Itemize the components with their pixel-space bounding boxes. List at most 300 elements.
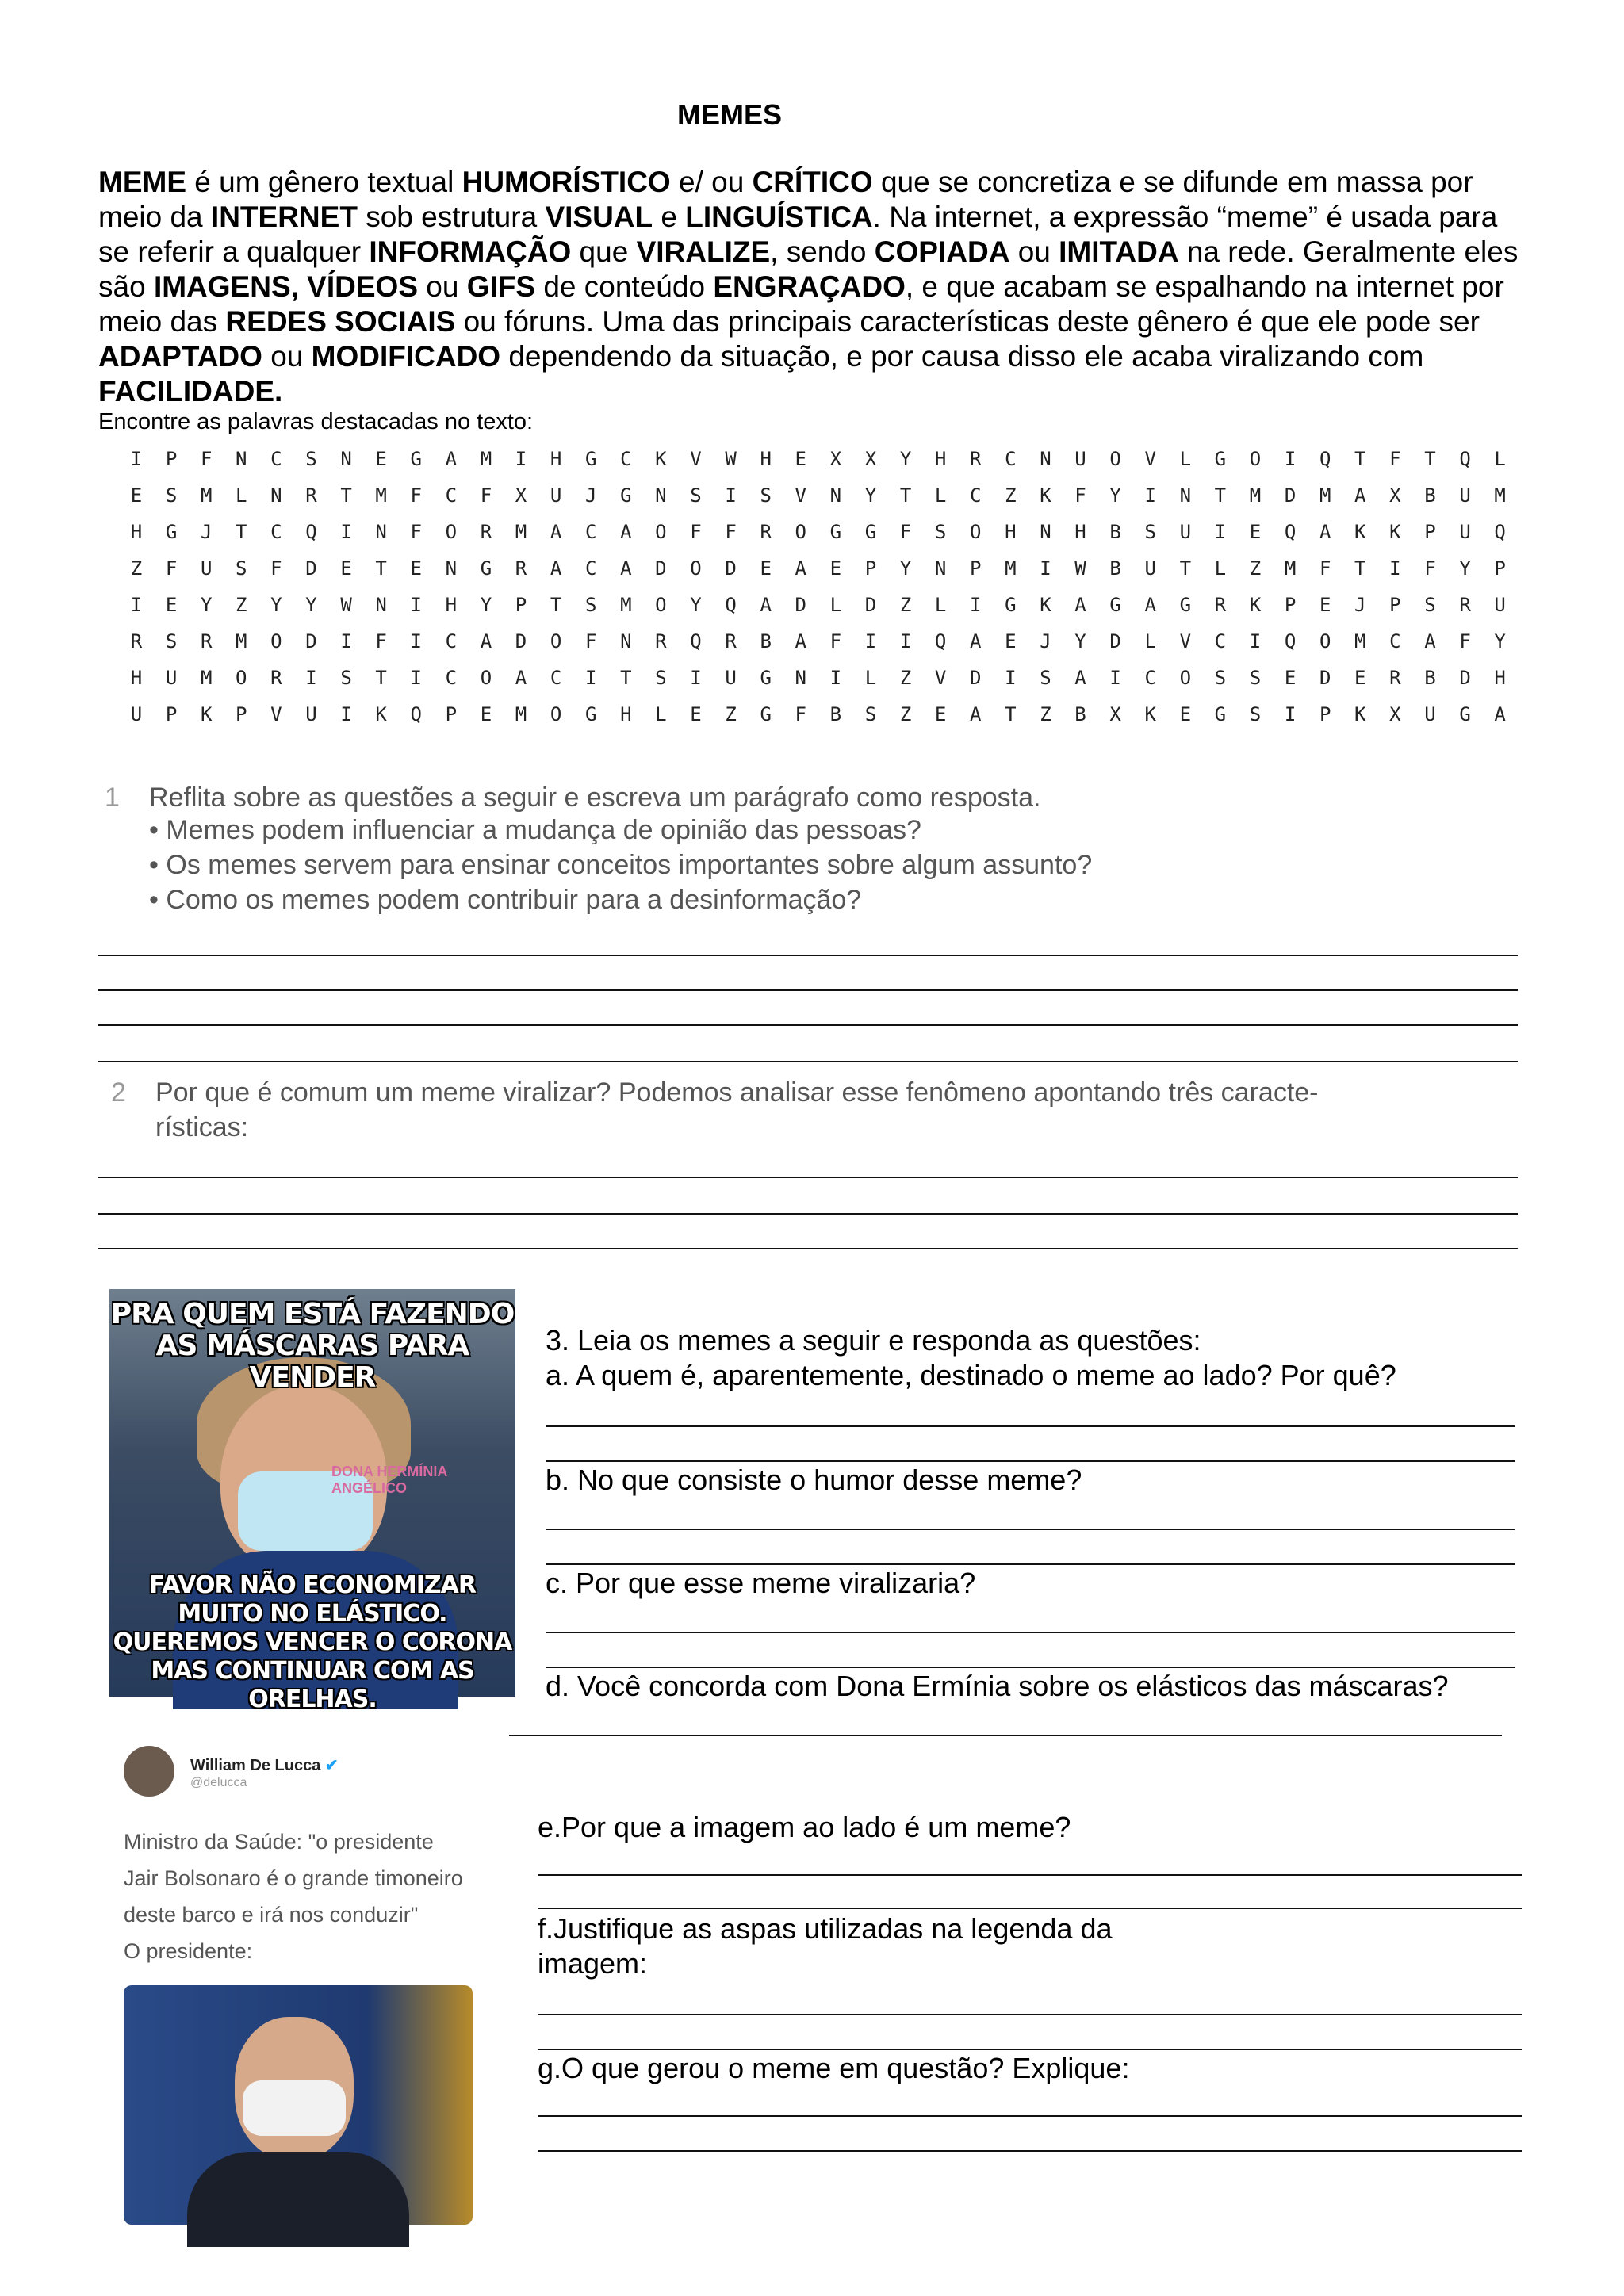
wordsearch-letter[interactable]: D [655,557,667,580]
wordsearch-letter[interactable]: I [1214,521,1227,543]
wordsearch-letter[interactable]: O [445,521,458,543]
wordsearch-letter[interactable]: U [1459,521,1471,543]
wordsearch-letter[interactable]: T [375,557,387,580]
answer-line[interactable] [546,1460,1515,1462]
wordsearch-letter[interactable]: L [1144,630,1156,652]
wordsearch-letter[interactable]: X [829,448,842,470]
wordsearch-letter[interactable]: I [725,484,737,507]
wordsearch-letter[interactable]: B [1424,667,1436,689]
wordsearch-letter[interactable]: U [1424,703,1436,725]
wordsearch-letter[interactable]: S [340,667,352,689]
wordsearch-letter[interactable]: G [584,448,597,470]
wordsearch-letter[interactable]: G [829,521,842,543]
wordsearch-letter[interactable]: S [1214,667,1227,689]
wordsearch-letter[interactable]: G [584,703,597,725]
wordsearch-letter[interactable]: O [550,703,562,725]
wordsearch-letter[interactable]: R [200,630,213,652]
wordsearch-letter[interactable]: I [829,667,842,689]
wordsearch-letter[interactable]: F [1074,484,1086,507]
wordsearch-letter[interactable]: J [1354,594,1366,616]
wordsearch-letter[interactable]: L [1179,448,1192,470]
wordsearch-letter[interactable]: C [1144,667,1156,689]
wordsearch-letter[interactable]: H [130,667,143,689]
wordsearch-letter[interactable]: I [340,630,352,652]
wordsearch-letter[interactable]: M [1494,484,1506,507]
wordsearch-letter[interactable]: A [1319,521,1331,543]
wordsearch-letter[interactable]: F [410,521,422,543]
wordsearch-letter[interactable]: I [410,594,422,616]
wordsearch-letter[interactable]: S [1249,667,1262,689]
wordsearch-letter[interactable]: G [410,448,422,470]
wordsearch-letter[interactable]: Q [934,630,947,652]
answer-line[interactable] [98,1213,1518,1215]
wordsearch-letter[interactable]: A [445,448,458,470]
wordsearch-letter[interactable]: A [795,630,806,652]
wordsearch-letter[interactable]: K [1040,594,1051,616]
wordsearch-letter[interactable]: T [1005,703,1017,725]
wordsearch-letter[interactable]: C [550,667,562,689]
wordsearch-letter[interactable]: P [165,703,178,725]
wordsearch-letter[interactable]: U [165,667,178,689]
wordsearch-letter[interactable]: D [1319,667,1331,689]
wordsearch-letter[interactable]: D [1109,630,1121,652]
wordsearch-letter[interactable]: F [1459,630,1471,652]
answer-line[interactable] [538,2049,1522,2050]
wordsearch-letter[interactable]: Z [1249,557,1262,580]
wordsearch-letter[interactable]: I [970,594,982,616]
answer-line[interactable] [546,1425,1515,1427]
wordsearch-letter[interactable]: F [829,630,842,652]
wordsearch-letter[interactable]: I [864,630,877,652]
wordsearch-letter[interactable]: N [655,484,667,507]
wordsearch-letter[interactable]: J [584,484,597,507]
wordsearch-letter[interactable]: X [1109,703,1121,725]
wordsearch-letter[interactable]: T [1179,557,1192,580]
answer-line[interactable] [546,1632,1515,1633]
wordsearch-letter[interactable]: T [550,594,562,616]
wordsearch-letter[interactable]: A [970,703,982,725]
wordsearch-letter[interactable]: B [829,703,842,725]
wordsearch-letter[interactable]: V [795,484,806,507]
wordsearch-letter[interactable]: C [584,521,597,543]
wordsearch-letter[interactable]: D [305,557,317,580]
wordsearch-letter[interactable]: L [934,594,947,616]
wordsearch-letter[interactable]: P [236,703,247,725]
wordsearch-letter[interactable]: E [690,703,702,725]
wordsearch-letter[interactable]: Q [1459,448,1471,470]
wordsearch-letter[interactable]: I [1040,557,1051,580]
answer-line[interactable] [538,1874,1522,1876]
wordsearch-letter[interactable]: Q [1494,521,1506,543]
wordsearch-letter[interactable]: N [445,557,458,580]
wordsearch-letter[interactable]: D [795,594,806,616]
wordsearch-letter[interactable]: I [1284,703,1297,725]
wordsearch-letter[interactable]: M [200,667,213,689]
wordsearch-letter[interactable]: A [1074,667,1086,689]
wordsearch-letter[interactable]: F [1389,448,1401,470]
wordsearch-letter[interactable]: R [305,484,317,507]
wordsearch-letter[interactable]: K [1249,594,1262,616]
wordsearch-letter[interactable]: Y [270,594,282,616]
wordsearch-letter[interactable]: Q [1284,521,1297,543]
wordsearch-letter[interactable]: C [584,557,597,580]
wordsearch-letter[interactable]: O [1249,448,1262,470]
wordsearch-letter[interactable]: O [655,521,667,543]
wordsearch-letter[interactable]: U [1074,448,1086,470]
answer-line[interactable] [98,1248,1518,1249]
wordsearch-letter[interactable]: P [1424,521,1436,543]
wordsearch-letter[interactable]: P [864,557,877,580]
wordsearch-letter[interactable]: G [760,667,772,689]
wordsearch-letter[interactable]: F [725,521,737,543]
wordsearch-letter[interactable]: U [725,667,737,689]
wordsearch-letter[interactable]: P [165,448,178,470]
wordsearch-letter[interactable]: Y [1459,557,1471,580]
wordsearch-letter[interactable]: E [1249,521,1262,543]
wordsearch-letter[interactable]: K [200,703,213,725]
wordsearch-letter[interactable]: C [620,448,632,470]
wordsearch-letter[interactable]: J [200,521,213,543]
wordsearch-letter[interactable]: M [515,521,527,543]
wordsearch-letter[interactable]: F [1424,557,1436,580]
wordsearch-letter[interactable]: T [340,484,352,507]
answer-line[interactable] [98,955,1518,956]
wordsearch-letter[interactable]: L [236,484,247,507]
wordsearch-letter[interactable]: S [1424,594,1436,616]
wordsearch-letter[interactable]: R [970,448,982,470]
wordsearch-letter[interactable]: I [130,448,143,470]
wordsearch-letter[interactable]: Z [130,557,143,580]
wordsearch-letter[interactable]: N [340,448,352,470]
wordsearch-letter[interactable]: S [655,667,667,689]
wordsearch-letter[interactable]: A [620,557,632,580]
wordsearch-letter[interactable]: M [1319,484,1331,507]
wordsearch-letter[interactable]: A [1144,594,1156,616]
wordsearch-letter[interactable]: I [340,521,352,543]
wordsearch-letter[interactable]: D [970,667,982,689]
wordsearch-letter[interactable]: I [1389,557,1401,580]
wordsearch-letter[interactable]: H [760,448,772,470]
wordsearch-letter[interactable]: C [445,484,458,507]
wordsearch-letter[interactable]: R [655,630,667,652]
wordsearch-letter[interactable]: R [1389,667,1401,689]
wordsearch-letter[interactable]: Y [480,594,492,616]
wordsearch-letter[interactable]: O [236,667,247,689]
wordsearch-letter[interactable]: N [1179,484,1192,507]
wordsearch-letter[interactable]: Q [1284,630,1297,652]
wordsearch-letter[interactable]: Q [725,594,737,616]
wordsearch-letter[interactable]: Z [899,703,912,725]
wordsearch-letter[interactable]: P [970,557,982,580]
wordsearch-letter[interactable]: F [480,484,492,507]
wordsearch-letter[interactable]: M [1354,630,1366,652]
wordsearch-letter[interactable]: N [375,521,387,543]
wordsearch-letter[interactable]: G [760,703,772,725]
wordsearch-letter[interactable]: Y [305,594,317,616]
wordsearch-letter[interactable]: G [165,521,178,543]
wordsearch-letter[interactable]: S [236,557,247,580]
wordsearch-letter[interactable]: T [620,667,632,689]
wordsearch-letter[interactable]: E [1179,703,1192,725]
wordsearch-letter[interactable]: I [1109,667,1121,689]
wordsearch-letter[interactable]: Y [200,594,213,616]
wordsearch-letter[interactable]: C [1214,630,1227,652]
wordsearch-letter[interactable]: S [584,594,597,616]
wordsearch-letter[interactable]: Z [1040,703,1051,725]
wordsearch-letter[interactable]: H [620,703,632,725]
wordsearch-letter[interactable]: I [410,667,422,689]
wordsearch-letter[interactable]: K [1144,703,1156,725]
wordsearch-letter[interactable]: O [1319,630,1331,652]
wordsearch-letter[interactable]: P [1494,557,1506,580]
wordsearch-letter[interactable]: S [1144,521,1156,543]
wordsearch-letter[interactable]: Y [899,557,912,580]
wordsearch-letter[interactable]: R [515,557,527,580]
wordsearch-letter[interactable]: L [829,594,842,616]
wordsearch-letter[interactable]: M [200,484,213,507]
wordsearch-letter[interactable]: A [550,557,562,580]
answer-line[interactable] [98,989,1518,991]
wordsearch-letter[interactable]: Y [1494,630,1506,652]
wordsearch-letter[interactable]: K [1389,521,1401,543]
wordsearch-letter[interactable]: Q [410,703,422,725]
wordsearch-letter[interactable]: N [829,484,842,507]
wordsearch-letter[interactable]: A [1354,484,1366,507]
answer-line[interactable] [98,1177,1518,1178]
wordsearch-letter[interactable]: B [1074,703,1086,725]
wordsearch-letter[interactable]: T [1354,448,1366,470]
wordsearch-letter[interactable]: O [1109,448,1121,470]
wordsearch-letter[interactable]: I [410,630,422,652]
wordsearch-letter[interactable]: O [970,521,982,543]
wordsearch-letter[interactable]: D [725,557,737,580]
wordsearch-letter[interactable]: S [934,521,947,543]
wordsearch-letter[interactable]: M [1005,557,1017,580]
wordsearch-letter[interactable]: G [1459,703,1471,725]
wordsearch-letter[interactable]: R [480,521,492,543]
wordsearch-letter[interactable]: F [375,630,387,652]
wordsearch-letter[interactable]: A [620,521,632,543]
wordsearch-letter[interactable]: A [970,630,982,652]
wordsearch-letter[interactable]: O [655,594,667,616]
wordsearch-letter[interactable]: R [725,630,737,652]
wordsearch-letter[interactable]: M [375,484,387,507]
wordsearch-letter[interactable]: R [760,521,772,543]
wordsearch-letter[interactable]: G [1214,703,1227,725]
wordsearch-letter[interactable]: E [1319,594,1331,616]
wordsearch-letter[interactable]: M [480,448,492,470]
wordsearch-letter[interactable]: S [864,703,877,725]
wordsearch-letter[interactable]: Q [690,630,702,652]
wordsearch-letter[interactable]: D [1459,667,1471,689]
wordsearch-letter[interactable]: A [480,630,492,652]
wordsearch-letter[interactable]: U [550,484,562,507]
wordsearch-letter[interactable]: H [550,448,562,470]
wordsearch-letter[interactable]: E [165,594,178,616]
wordsearch-letter[interactable]: E [934,703,947,725]
wordsearch-letter[interactable]: U [1494,594,1506,616]
wordsearch-letter[interactable]: E [760,557,772,580]
wordsearch-letter[interactable]: Q [1319,448,1331,470]
wordsearch-letter[interactable]: E [1005,630,1017,652]
wordsearch-letter[interactable]: T [899,484,912,507]
wordsearch-letter[interactable]: Q [305,521,317,543]
wordsearch-letter[interactable]: I [1005,667,1017,689]
wordsearch-letter[interactable]: H [1494,667,1506,689]
wordsearch-letter[interactable]: D [305,630,317,652]
wordsearch-letter[interactable]: J [1040,630,1051,652]
wordsearch-letter[interactable]: U [130,703,143,725]
wordsearch-letter[interactable]: T [1214,484,1227,507]
wordsearch-letter[interactable]: D [864,594,877,616]
wordsearch-letter[interactable]: G [864,521,877,543]
wordsearch-letter[interactable]: C [270,521,282,543]
wordsearch-letter[interactable]: C [445,667,458,689]
wordsearch-letter[interactable]: F [1319,557,1331,580]
wordsearch-letter[interactable]: O [480,667,492,689]
wordsearch-letter[interactable]: N [1040,521,1051,543]
answer-line[interactable] [98,1061,1518,1062]
wordsearch-letter[interactable]: U [200,557,213,580]
wordsearch-letter[interactable]: E [1284,667,1297,689]
wordsearch-letter[interactable]: F [899,521,912,543]
wordsearch-letter[interactable]: A [550,521,562,543]
wordsearch-letter[interactable]: O [1179,667,1192,689]
answer-line[interactable] [538,2115,1522,2117]
wordsearch-letter[interactable]: I [899,630,912,652]
wordsearch-letter[interactable]: K [1354,521,1366,543]
wordsearch-letter[interactable]: S [305,448,317,470]
wordsearch-letter[interactable]: N [270,484,282,507]
wordsearch-letter[interactable]: H [445,594,458,616]
wordsearch-letter[interactable]: A [1074,594,1086,616]
wordsearch-letter[interactable]: A [795,557,806,580]
wordsearch-letter[interactable]: A [1424,630,1436,652]
wordsearch-letter[interactable]: S [760,484,772,507]
wordsearch-letter[interactable]: V [934,667,947,689]
wordsearch-letter[interactable]: Y [864,484,877,507]
wordsearch-letter[interactable]: C [445,630,458,652]
wordsearch-letter[interactable]: T [1354,557,1366,580]
wordsearch-letter[interactable]: E [829,557,842,580]
wordsearch-letter[interactable]: C [270,448,282,470]
wordsearch-letter[interactable]: Z [236,594,247,616]
wordsearch-letter[interactable]: Z [899,594,912,616]
wordsearch-letter[interactable]: T [1424,448,1436,470]
wordsearch-letter[interactable]: G [1214,448,1227,470]
wordsearch-letter[interactable]: P [1389,594,1401,616]
wordsearch-letter[interactable]: U [1459,484,1471,507]
wordsearch-letter[interactable]: V [690,448,702,470]
wordsearch-letter[interactable]: N [236,448,247,470]
wordsearch-letter[interactable]: Z [1005,484,1017,507]
wordsearch-letter[interactable]: R [1214,594,1227,616]
wordsearch-letter[interactable]: F [584,630,597,652]
wordsearch-letter[interactable]: X [515,484,527,507]
wordsearch-letter[interactable]: P [445,703,458,725]
wordsearch-letter[interactable]: R [130,630,143,652]
wordsearch-letter[interactable]: K [655,448,667,470]
wordsearch-letter[interactable]: R [270,667,282,689]
wordsearch-letter[interactable]: Y [1109,484,1121,507]
wordsearch-letter[interactable]: V [270,703,282,725]
wordsearch-letter[interactable]: M [1249,484,1262,507]
wordsearch-letter[interactable]: I [130,594,143,616]
wordsearch-letter[interactable]: H [934,448,947,470]
wordsearch-letter[interactable]: G [1109,594,1121,616]
wordsearch-letter[interactable]: I [515,448,527,470]
wordsearch-letter[interactable]: X [1389,703,1401,725]
wordsearch-letter[interactable]: Y [899,448,912,470]
answer-line[interactable] [546,1529,1515,1530]
wordsearch-letter[interactable]: S [165,630,178,652]
wordsearch-letter[interactable]: E [375,448,387,470]
answer-line[interactable] [538,2150,1522,2152]
wordsearch-letter[interactable]: I [584,667,597,689]
wordsearch-letter[interactable]: B [1424,484,1436,507]
wordsearch-letter[interactable]: I [1284,448,1297,470]
answer-line[interactable] [538,1908,1522,1909]
wordsearch-letter[interactable]: X [1389,484,1401,507]
wordsearch-letter[interactable]: W [1074,557,1086,580]
wordsearch-letter[interactable]: G [1179,594,1192,616]
wordsearch-letter[interactable]: M [236,630,247,652]
wordsearch-letter[interactable]: U [1179,521,1192,543]
wordsearch-letter[interactable]: K [375,703,387,725]
wordsearch-letter[interactable]: G [480,557,492,580]
wordsearch-letter[interactable]: V [1179,630,1192,652]
wordsearch-letter[interactable]: F [200,448,213,470]
wordsearch-letter[interactable]: M [620,594,632,616]
wordsearch-letter[interactable]: B [1109,557,1121,580]
wordsearch-letter[interactable]: S [690,484,702,507]
wordsearch-letter[interactable]: H [1005,521,1017,543]
wordsearch-letter[interactable]: O [690,557,702,580]
answer-line[interactable] [546,1667,1515,1668]
wordsearch-letter[interactable]: O [550,630,562,652]
wordsearch-letter[interactable]: H [1074,521,1086,543]
wordsearch-letter[interactable]: W [340,594,352,616]
wordsearch-letter[interactable]: L [934,484,947,507]
wordsearch-letter[interactable]: S [165,484,178,507]
wordsearch-letter[interactable]: E [410,557,422,580]
wordsearch-letter[interactable]: P [1319,703,1331,725]
wordsearch-letter[interactable]: K [1040,484,1051,507]
wordsearch-letter[interactable]: I [305,667,317,689]
wordsearch-letter[interactable]: T [375,667,387,689]
wordsearch-letter[interactable]: C [1389,630,1401,652]
wordsearch-letter[interactable]: F [410,484,422,507]
wordsearch-letter[interactable]: Z [725,703,737,725]
wordsearch-letter[interactable]: S [1040,667,1051,689]
wordsearch-letter[interactable]: N [1040,448,1051,470]
wordsearch-letter[interactable]: L [1494,448,1506,470]
wordsearch-letter[interactable]: D [515,630,527,652]
wordsearch-letter[interactable]: F [270,557,282,580]
wordsearch-letter[interactable]: U [1144,557,1156,580]
wordsearch-letter[interactable]: N [375,594,387,616]
wordsearch-letter[interactable]: H [130,521,143,543]
wordsearch-letter[interactable]: E [130,484,143,507]
wordsearch-letter[interactable]: A [1494,703,1506,725]
answer-line[interactable] [538,2014,1522,2015]
wordsearch-letter[interactable]: U [305,703,317,725]
wordsearch-letter[interactable]: M [515,703,527,725]
wordsearch-letter[interactable]: G [1005,594,1017,616]
wordsearch-letter[interactable]: E [480,703,492,725]
wordsearch-letter[interactable]: E [1354,667,1366,689]
wordsearch-letter[interactable]: I [1144,484,1156,507]
